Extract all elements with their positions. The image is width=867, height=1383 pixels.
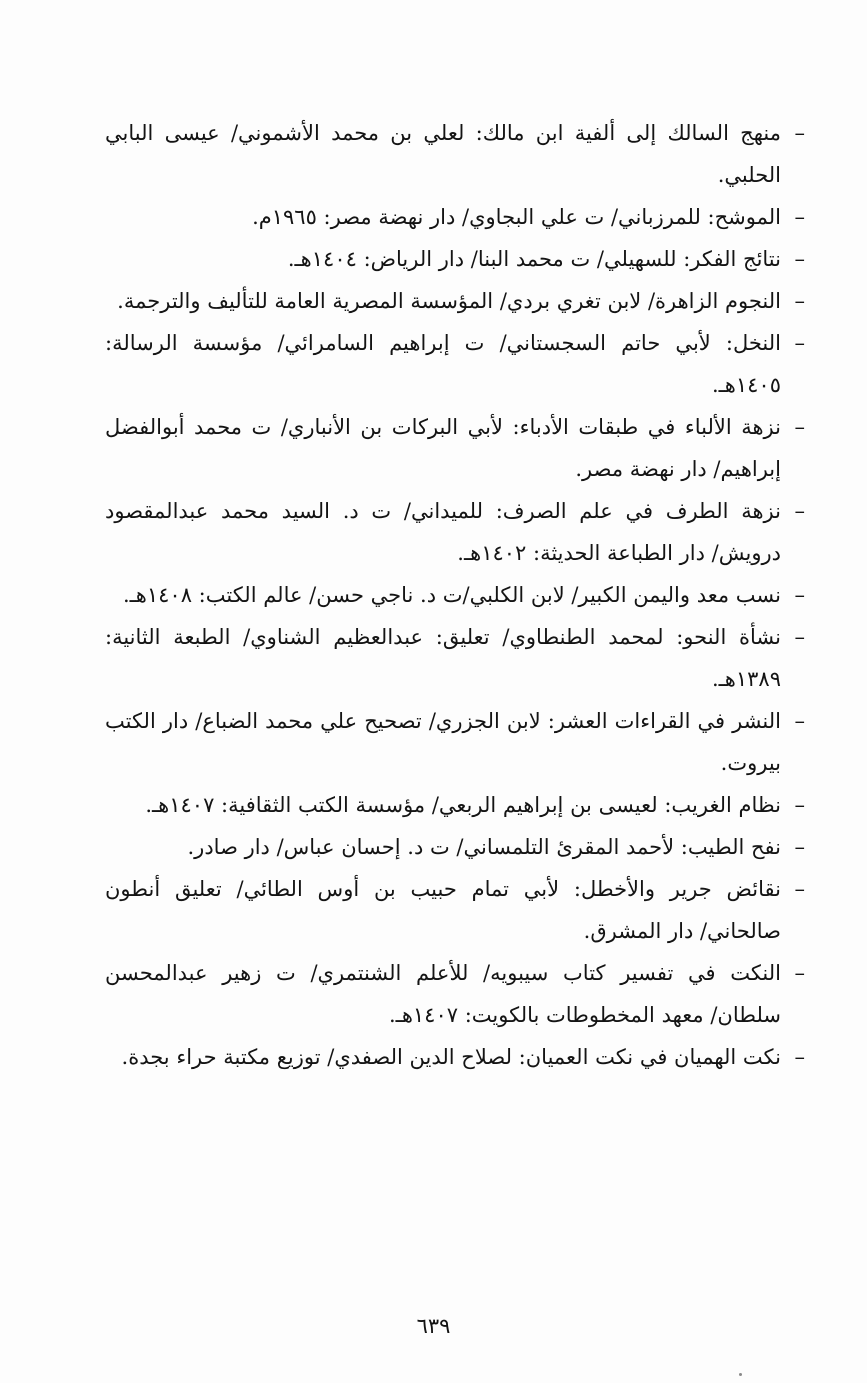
entry-dash: – xyxy=(794,835,805,859)
entry-text: النكت في تفسير كتاب سيبويه/ للأعلم الشنتمري/ ت زهير عبدالمحسن سلطان/ معهد المخطوطات بالكويت: ١٤٠٧هـ. xyxy=(105,961,781,1027)
bibliography-entry xyxy=(105,826,805,868)
bibliography-entry xyxy=(105,952,805,1036)
bibliography-entry xyxy=(105,574,805,616)
entry-dash: – xyxy=(794,583,805,607)
bibliography-list xyxy=(105,112,805,1078)
entry-text: الموشح: للمرزباني/ ت علي البجاوي/ دار نهضة مصر: ١٩٦٥م. xyxy=(252,205,781,229)
entry-dash: – xyxy=(794,499,805,523)
entry-text: النخل: لأبي حاتم السجستاني/ ت إبراهيم السامرائي/ مؤسسة الرسالة: ١٤٠٥هـ. xyxy=(105,331,781,397)
entry-dash: – xyxy=(794,961,805,985)
bibliography-entry xyxy=(105,784,805,826)
entry-text: نشأة النحو: لمحمد الطنطاوي/ تعليق: عبدالعظيم الشناوي/ الطبعة الثانية: ١٣٨٩هـ. xyxy=(105,625,781,691)
entry-dash: – xyxy=(794,205,805,229)
bibliography-entry xyxy=(105,700,805,784)
entry-dash: – xyxy=(794,121,805,145)
bibliography-entry xyxy=(105,322,805,406)
entry-text: نقائض جرير والأخطل: لأبي تمام حبيب بن أوس الطائي/ تعليق أنطون صالحاني/ دار المشرق. xyxy=(105,877,781,943)
bibliography-entry xyxy=(105,196,805,238)
bibliography-entry xyxy=(105,490,805,574)
entry-dash: – xyxy=(794,247,805,271)
entry-text: نفح الطيب: لأحمد المقرئ التلمساني/ ت د. إحسان عباس/ دار صادر. xyxy=(187,835,781,859)
scan-speck xyxy=(739,1373,742,1376)
entry-text: نسب معد واليمن الكبير/ لابن الكلبي/ت د. ناجي حسن/ عالم الكتب: ١٤٠٨هـ. xyxy=(122,583,781,607)
bibliography-entry xyxy=(105,868,805,952)
entry-dash: – xyxy=(794,709,805,733)
entry-text: نظام الغريب: لعيسى بن إبراهيم الربعي/ مؤسسة الكتب الثقافية: ١٤٠٧هـ. xyxy=(145,793,781,817)
entry-dash: – xyxy=(794,625,805,649)
entry-dash: – xyxy=(794,793,805,817)
entry-text: نكت الهميان في نكت العميان: لصلاح الدين الصفدي/ توزيع مكتبة حراء بجدة. xyxy=(121,1045,781,1069)
page-number: ٦٣٩ xyxy=(416,1314,451,1338)
bibliography-entry xyxy=(105,406,805,490)
bibliography-entry xyxy=(105,238,805,280)
entry-text: منهج السالك إلى ألفية ابن مالك: لعلي بن محمد الأشموني/ عيسى البابي الحلبي. xyxy=(105,121,781,187)
entry-text: النشر في القراءات العشر: لابن الجزري/ تصحيح علي محمد الضباع/ دار الكتب بيروت. xyxy=(105,709,781,775)
bibliography-entry xyxy=(105,112,805,196)
entry-dash: – xyxy=(794,289,805,313)
bibliography-entry xyxy=(105,1036,805,1078)
entry-dash: – xyxy=(794,1045,805,1069)
entry-text: نزهة الطرف في علم الصرف: للميداني/ ت د. السيد محمد عبدالمقصود درويش/ دار الطباعة الحديثة: ١٤٠٢هـ. xyxy=(105,499,781,565)
entry-dash: – xyxy=(794,877,805,901)
entry-text: النجوم الزاهرة/ لابن تغري بردي/ المؤسسة المصرية العامة للتأليف والترجمة. xyxy=(117,289,781,313)
entry-dash: – xyxy=(794,415,805,439)
bibliography-entry xyxy=(105,616,805,700)
bibliography-entry xyxy=(105,280,805,322)
entry-text: نتائج الفكر: للسهيلي/ ت محمد البنا/ دار الرياض: ١٤٠٤هـ. xyxy=(287,247,781,271)
entry-dash: – xyxy=(794,331,805,355)
entry-text: نزهة الألباء في طبقات الأدباء: لأبي البركات بن الأنباري/ ت محمد أبوالفضل إبراهيم/ دار نهضة مصر. xyxy=(105,415,781,481)
